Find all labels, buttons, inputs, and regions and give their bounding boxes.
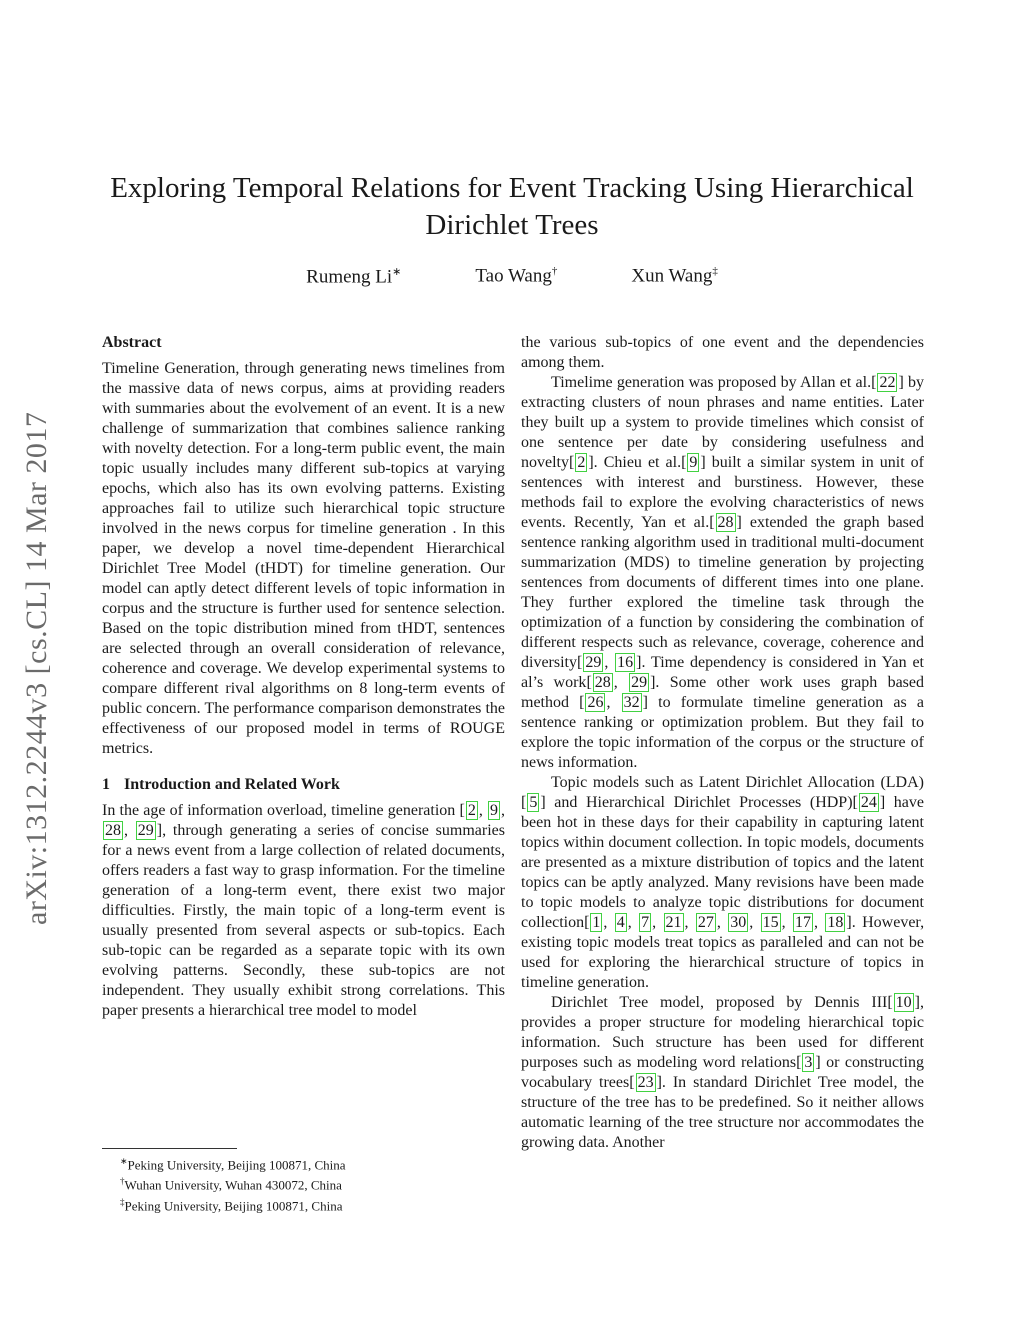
footnote-3: ‡Peking University, Beijing 100871, China [120, 1196, 343, 1213]
author-list [0, 265, 1024, 288]
citation-link[interactable]: 16 [617, 654, 634, 671]
citation-link[interactable]: 29 [137, 822, 154, 839]
author-1: Rumeng Li∗ [306, 266, 402, 288]
citation-link[interactable]: 18 [827, 914, 844, 931]
citation-link[interactable]: 29 [585, 654, 602, 671]
citation-link[interactable]: 23 [637, 1074, 654, 1091]
footnote-1: ∗Peking University, Beijing 100871, China [120, 1156, 346, 1173]
citation-link[interactable]: 29 [631, 674, 648, 691]
citation-link[interactable]: 22 [879, 374, 896, 391]
right-paragraph-3: Dirichlet Tree model, proposed by Dennis III[ 10 ], provides a proper structure for modeling hierarchical topic information. Such structure has been used for different purposes such as modeling word relations[ 3 ] or constructing vocabulary trees[ 23 ]. In standard Dirichlet Tree model, the structure of the tree has to be predefined. So it neither allows automatic learning of the tree structure nor accommodates the growing data. Another [521, 994, 925, 1151]
citation-link[interactable]: 2 [577, 454, 586, 471]
right-paragraph-0: the various sub-topics of one event and the dependencies among them. [521, 334, 924, 371]
footnote-2: †Wuhan University, Wuhan 430072, China [120, 1176, 342, 1193]
citation-link[interactable]: 30 [730, 914, 747, 931]
citation-link[interactable]: 28 [105, 822, 121, 839]
right-paragraph-2: Topic models such as Latent Dirichlet Allocation (LDA)[ 5 ] and Hierarchical Dirichlet Processes (HDP)[ 24 ] have been hot in these days for their capability in capturing latent topics within document collection. In topic models, documents are presented as a mixture distribution of topics and the latent topics can be aptly analyzed. Many revisions have been made to topic models to analyze topic distributions for document collection[ 1 , 4 , 7 , 21 , 27 , 30 , 15 , 17 , 18 ]. However, existing topic models treat topics as paralleled and can not be used for exploring the hierarchical structure of topics in timeline generation. [521, 774, 925, 991]
section-1-heading: 1 Introduction and Related Work [102, 776, 340, 793]
title-line-2: Dirichlet Trees [425, 209, 599, 241]
author-3: Xun Wang‡ [631, 265, 718, 287]
right-column [521, 333, 924, 1153]
citation-link[interactable]: 15 [762, 914, 779, 931]
intro-paragraph-1: In the age of information overload, timeline generation [ 2 , 9 , 28 , 29 ], through generating a series of concise summaries for a news event from a large collection of related documents, offers readers a fast way to grasp information. For the timeline generation of a long-term event, there exist two major difficulties. Firstly, the main topic of a long-term event is usually presented from several aspects or sub-topics. Each sub-topic can be regarded as a separate topic with its own evolving patterns. Secondly, these sub-topics are not independent. They usually exhibit strong correlations. This paper presents a hierarchical tree model to model [102, 802, 506, 1019]
citation-link[interactable]: 9 [689, 454, 698, 471]
left-column [102, 333, 505, 1021]
citation-link[interactable]: 17 [795, 914, 812, 931]
footnotes [102, 1148, 505, 1214]
citation-link[interactable]: 4 [616, 914, 625, 931]
citation-link[interactable]: 28 [717, 514, 734, 531]
footnote-rule [102, 1148, 237, 1149]
citation-link[interactable]: 7 [641, 914, 650, 931]
citation-link[interactable]: 10 [895, 994, 912, 1011]
citation-link[interactable]: 1 [592, 914, 601, 931]
citation-link[interactable]: 2 [467, 802, 476, 819]
citation-link[interactable]: 32 [623, 694, 640, 711]
citation-link[interactable]: 28 [594, 674, 611, 691]
abstract-text: Timeline Generation, through generating news timelines from the massive data of news corpus, aims at providing readers with summaries about the evolvement of an event. It is a new challenge of summarization that combines salience ranking with novelty detection. For a long-term public event, the main topic usually includes many different sub-topics at varying epochs, which also has its own evolving patterns. Existing approaches fail to utilize such hierarchical topic structure involved in the news corpus for timeline generation . In this paper, we develop a novel time-dependent Hierarchical Dirichlet Tree Model (tHDT) for timeline generation. Our model can aptly detect different levels of topic information in corpus and the structure is further used for sentence selection. Based on the topic distribution mined from tHDT, sentences are selected through an overall consideration of relevance, coherence and coverage. We develop experimental systems to compare different rival algorithms on 8 long-term events of public concern. The performance comparison demonstrates the effectiveness of our proposed model in terms of ROUGE metrics. [102, 360, 505, 757]
citation-link[interactable]: 21 [665, 914, 682, 931]
paper-title [100, 170, 924, 244]
citation-link[interactable]: 3 [804, 1054, 813, 1071]
citation-link[interactable]: 27 [697, 914, 714, 931]
title-line-1: Exploring Temporal Relations for Event Tracking Using Hierarchical [110, 172, 914, 204]
arxiv-identifier: arXiv:1312.2244v3 [cs.CL] 14 Mar 2017 [20, 411, 53, 925]
citation-link[interactable]: 26 [587, 694, 604, 711]
citation-link[interactable]: 5 [529, 794, 538, 811]
right-paragraph-1: Timelime generation was proposed by Allan et al.[ 22 ] by extracting clusters of noun phrases and name entities. Later they built up a system to provide timelines which consist of one sentence per date by considering usefulness and novelty[ 2 ]. Chieu et al.[ 9 ] built a similar system in unit of sentences with interest and burstiness. However, these methods fail to explore the evolving characteristics of news events. Recently, Yan et al.[ 28 ] extended the graph based sentence ranking algorithm used in traditional multi-document summarization (MDS) to timeline generation by projecting sentences from documents of different times into one plane. They further explored the timeline task through the optimization of a function by considering the combination of different respects such as relevance, coverage, coherence and diversity[ 29 , 16 ]. Time dependency is considered in Yan et al’s work[ 28 , 29 ]. Some other work uses graph based method [ 26 , 32 ] to formulate timeline generation as a sentence ranking or optimization problem. But they fail to explore the topic information of the corpus or the structure of news information. [521, 374, 925, 771]
citation-link[interactable]: 24 [860, 794, 877, 811]
citation-link[interactable]: 9 [490, 802, 499, 819]
author-2: Tao Wang† [475, 265, 558, 287]
abstract-heading: Abstract [102, 334, 162, 351]
